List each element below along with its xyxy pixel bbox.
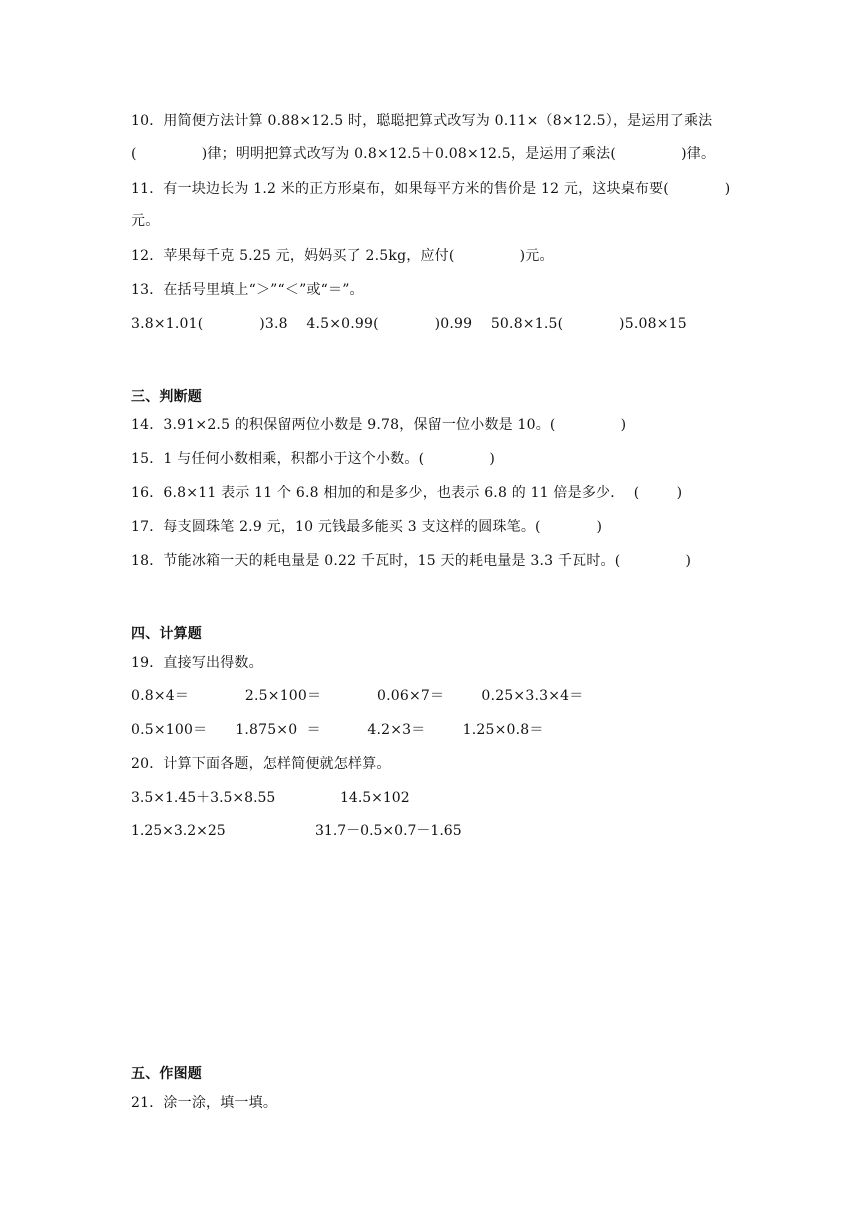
q11-line1: 11．有一块边长为 1.2 米的正方形桌布，如果每平方米的售价是 12 元，这块桌布要( ): [131, 181, 731, 197]
q17: 17．每支圆珠笔 2.9 元，10 元钱最多能买 3 支这样的圆珠笔。( ): [131, 519, 603, 535]
q20-row1-right: 14.5×102: [340, 790, 410, 806]
q20-row2-right: 31.7－0.5×0.7－1.65: [315, 823, 462, 839]
section4-heading: 四、计算题: [131, 626, 202, 642]
section5-heading: 五、作图题: [131, 1066, 202, 1082]
q21: 21．涂一涂，填一填。: [131, 1095, 278, 1111]
q19-row1: 0.8×4＝ 2.5×100＝ 0.06×7＝ 0.25×3.3×4＝: [131, 688, 584, 704]
q20-row1-left: 3.5×1.45＋3.5×8.55: [131, 790, 276, 806]
section3-heading: 三、判断题: [131, 389, 202, 405]
q19-row2: 0.5×100＝ 1.875×0 ＝ 4.2×3＝ 1.25×0.8＝: [131, 722, 544, 738]
q18: 18．节能冰箱一天的耗电量是 0.22 千瓦时，15 天的耗电量是 3.3 千瓦时。( ): [131, 553, 692, 569]
q11-line2: 元。: [131, 213, 160, 229]
q13-items: 3.8×1.01( )3.8 4.5×0.99( )0.99 50.8×1.5( )5.08×15: [131, 316, 687, 332]
q19-prompt: 19．直接写出得数。: [131, 655, 263, 671]
q16: 16．6.8×11 表示 11 个 6.8 相加的和是多少，也表示 6.8 的 11 倍是多少． ( ): [131, 485, 683, 501]
q20-row2-left: 1.25×3.2×25: [131, 823, 226, 839]
q12: 12．苹果每千克 5.25 元，妈妈买了 2.5kg，应付( )元。: [131, 248, 554, 264]
q13-prompt: 13．在括号里填上“＞”“＜”或“＝”。: [131, 282, 364, 298]
q10-line1: 10．用简便方法计算 0.88×12.5 时，聪聪把算式改写为 0.11×（8×12.5），是运用了乘法: [131, 113, 713, 129]
q15: 15．1 与任何小数相乘，积都小于这个小数。( ): [131, 451, 495, 467]
q20-prompt: 20．计算下面各题，怎样简便就怎样算。: [131, 756, 391, 772]
q14: 14．3.91×2.5 的积保留两位小数是 9.78，保留一位小数是 10。( ): [131, 417, 627, 433]
q10-line2: ( )律；明明把算式改写为 0.8×12.5＋0.08×12.5，是运用了乘法( )律。: [131, 146, 716, 162]
